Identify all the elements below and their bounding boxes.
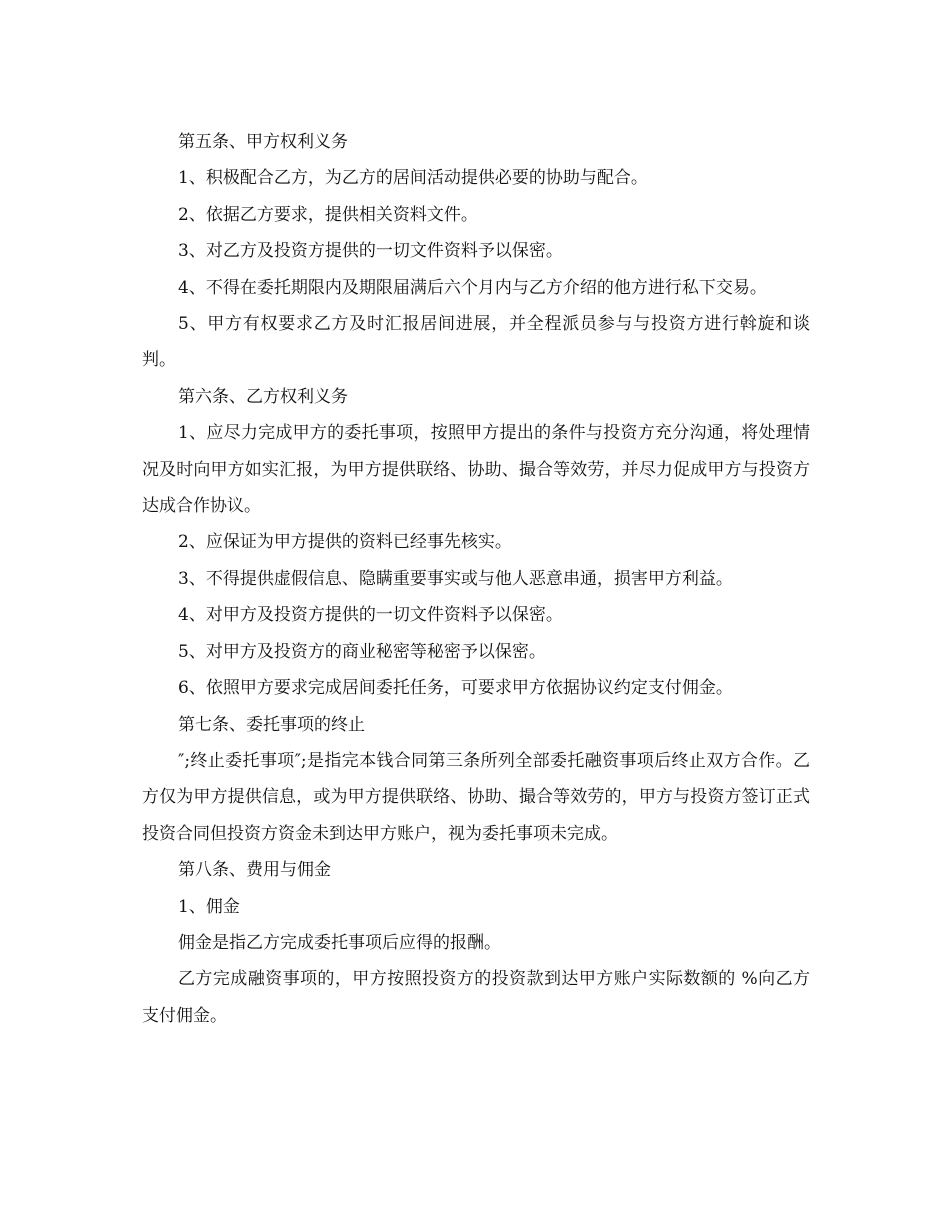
article-6-item-2: 2、应保证为甲方提供的资料已经事先核实。	[178, 532, 512, 553]
article-7-heading: 第七条、委托事项的终止	[178, 714, 365, 735]
document-body	[142, 124, 810, 1034]
article-5-item-2: 2、依据乙方要求，提供相关资料文件。	[178, 204, 478, 225]
article-5-item-5: 5、甲方有权要求乙方及时汇报居间进展，并全程派员参与与投资方进行斡旋和谈判。	[142, 314, 810, 371]
article-5-item-3: 3、对乙方及投资方提供的一切文件资料予以保密。	[178, 241, 563, 262]
commission-definition: 佣金是指乙方完成委托事项后应得的报酬。	[178, 932, 501, 953]
article-5-item-1: 1、积极配合乙方，为乙方的居间活动提供必要的协助与配合。	[178, 168, 648, 189]
article-5-heading: 第五条、甲方权利义务	[178, 132, 348, 152]
article-8-heading: 第八条、费用与佣金	[178, 860, 331, 881]
article-5-item-4: 4、不得在委托期限内及期限届满后六个月内与乙方介绍的他方进行私下交易。	[178, 277, 767, 298]
article-6-item-6: 6、依照甲方要求完成居间委托任务，可要求甲方依据协议约定支付佣金。	[178, 678, 733, 699]
article-6-item-4: 4、对甲方及投资方提供的一切文件资料予以保密。	[178, 605, 563, 626]
article-6-heading: 第六条、乙方权利义务	[178, 386, 348, 407]
article-8-item-1: 1、佣金	[178, 896, 240, 917]
article-6-item-1: 1、应尽力完成甲方的委托事项，按照甲方提出的条件与投资方充分沟通，将处理情况及时向甲方如实汇报，为甲方提供联络、协助、撮合等效劳，并尽力促成甲方与投资方达成合作协议。	[142, 423, 810, 517]
article-6-item-3: 3、不得提供虚假信息、隐瞒重要事实或与他人恶意串通，损害甲方利益。	[178, 568, 733, 589]
article-6-item-5: 5、对甲方及投资方的商业秘密等秘密予以保密。	[178, 641, 546, 662]
commission-payment: 乙方完成融资事项的，甲方按照投资方的投资款到达甲方账户实际数额的 %向乙方支付佣金。	[142, 969, 810, 1026]
article-7-body: ″;终止委托事项″;是指完本钱合同第三条所列全部委托融资事项后终止双方合作。乙方仅为甲方提供信息，或为甲方提供联络、协助、撮合等效劳的，甲方与投资方签订正式投资合同但投资方资金未到达甲方账户，视为委托事项未完成。	[142, 750, 810, 844]
